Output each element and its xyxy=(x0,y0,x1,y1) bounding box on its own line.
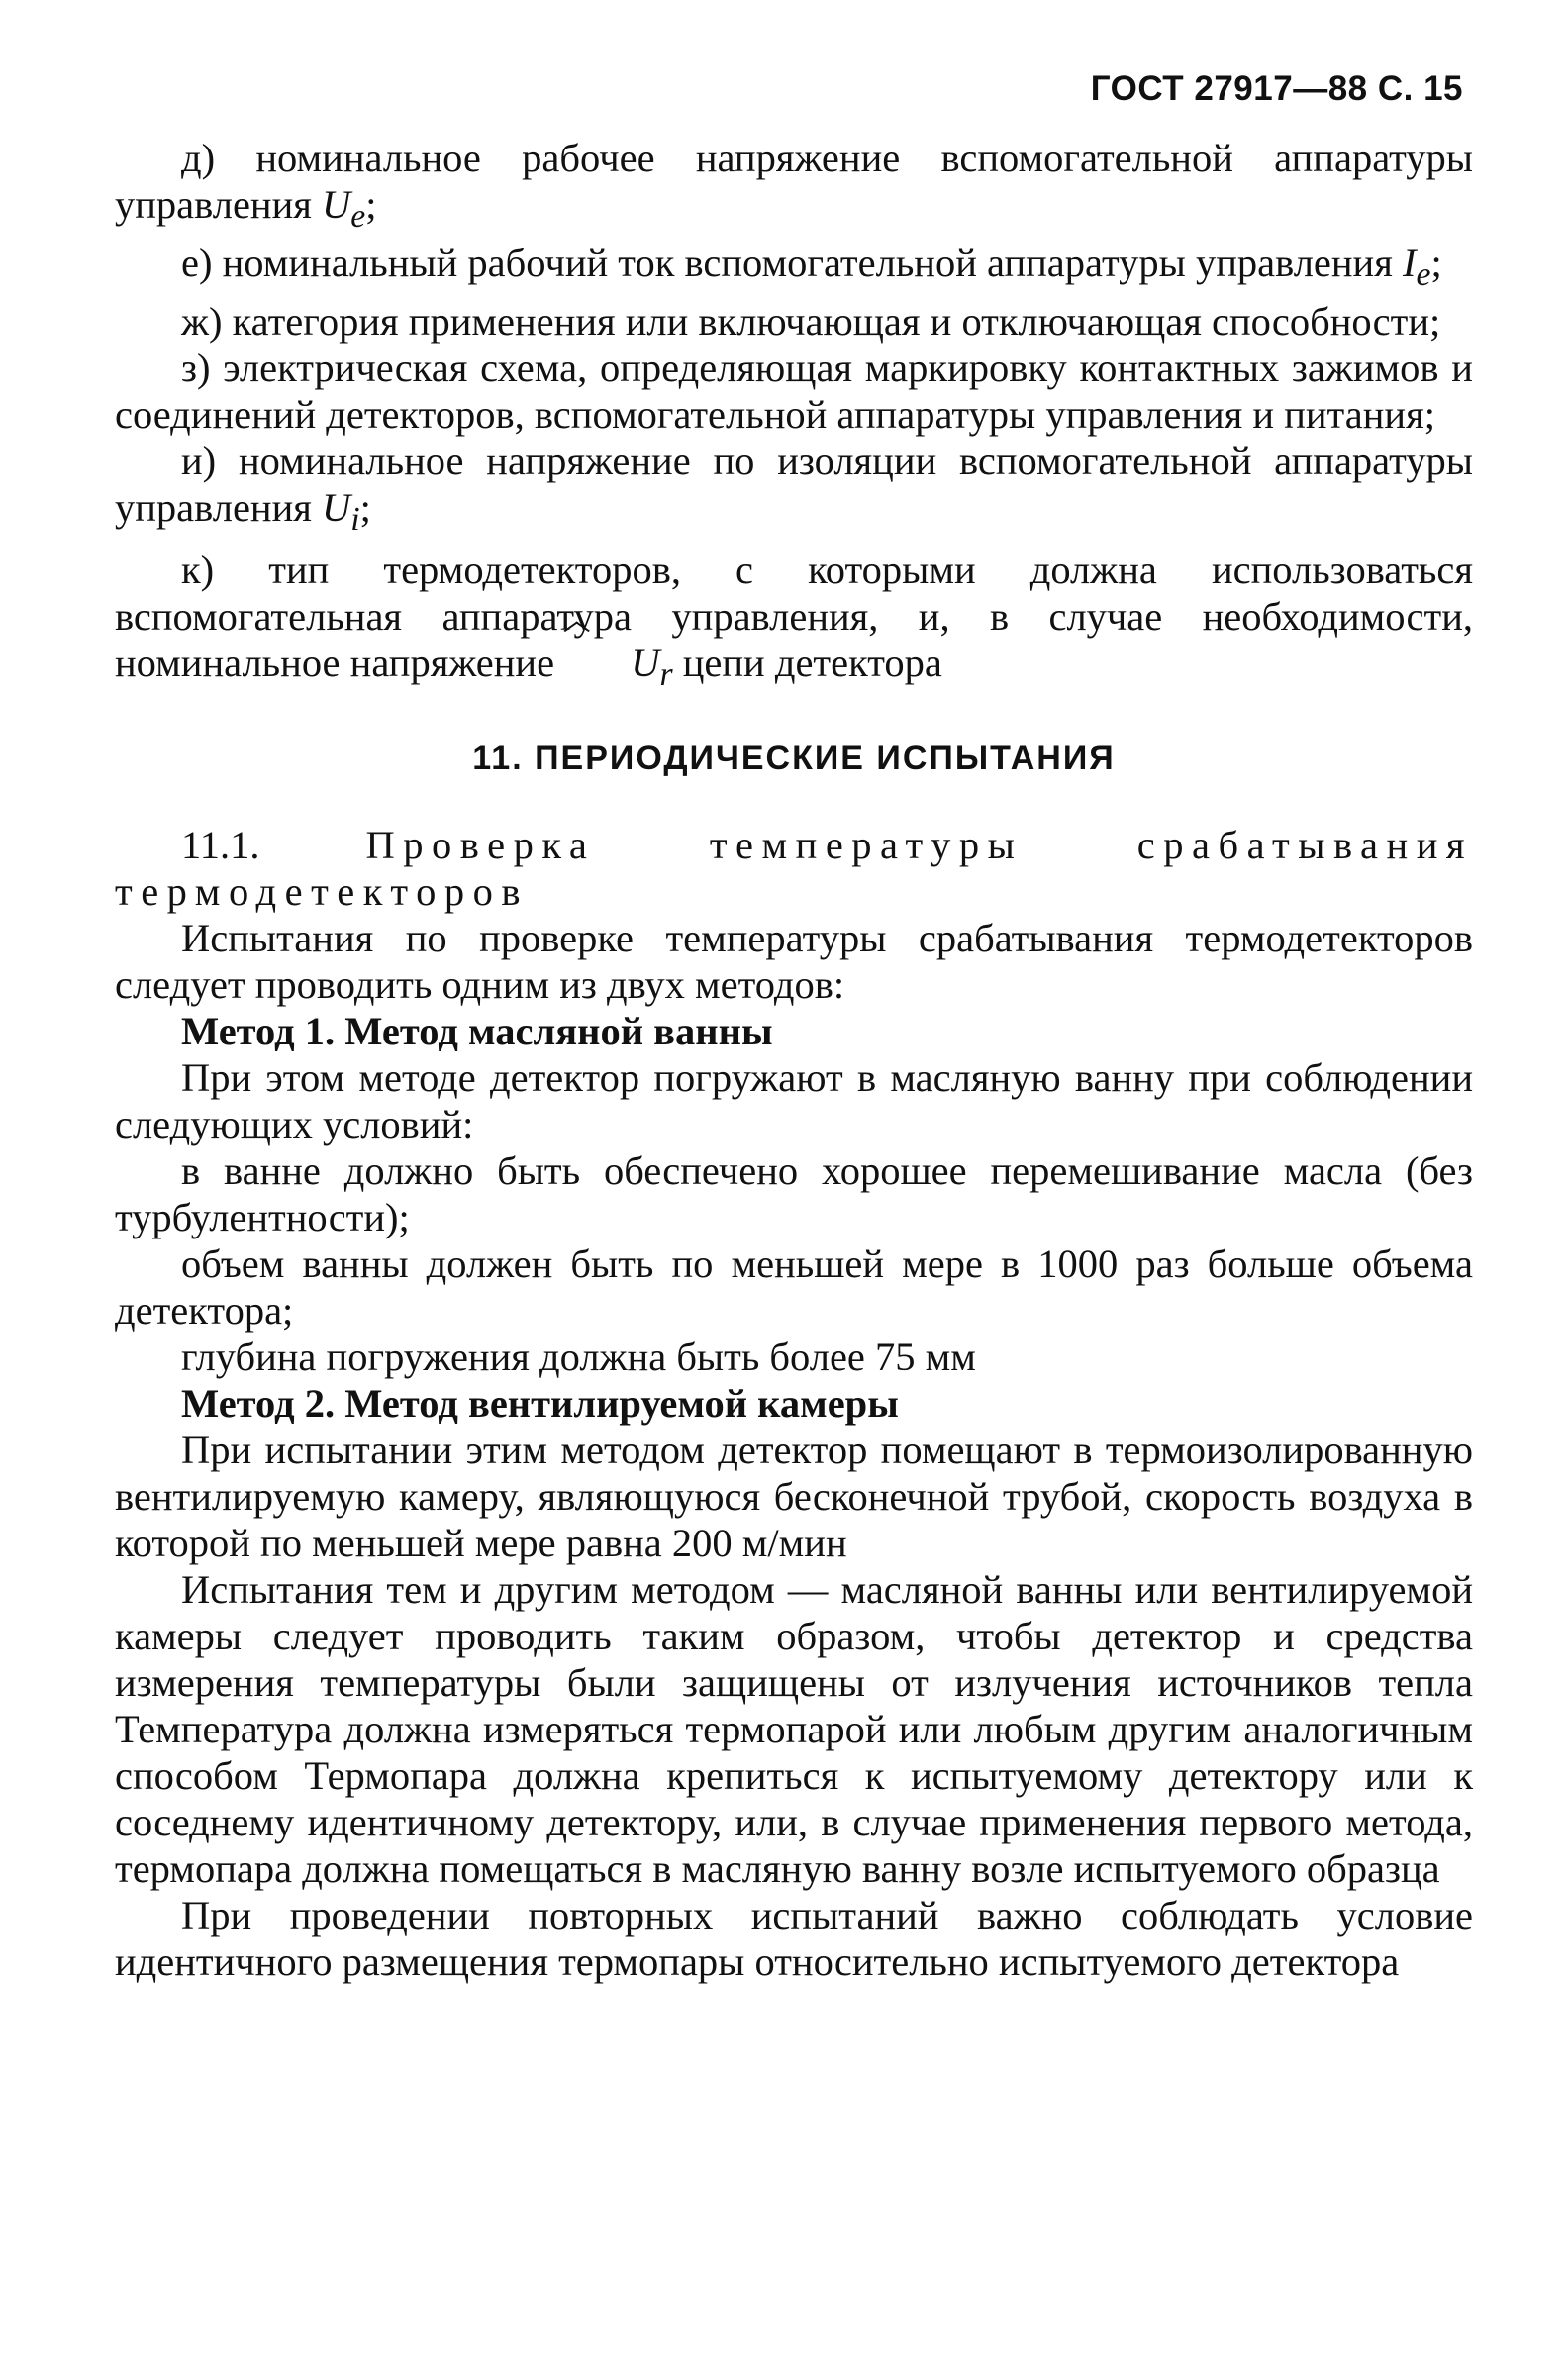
list-item-zh: ж) категория применения или включающая и отключающая способности; xyxy=(181,299,1441,345)
intro-paragraph: Испытания по проверке температуры срабатывания термодетекторов следует проводить одним из двух методов: xyxy=(115,916,1473,1008)
method-2-text: При испытании этим методом детектор помещают в термоизолированную вентилируемую камеру, являющуюся бесконечной трубой, скорость воздуха в которой по меньшей мере равна 200 м/мин xyxy=(115,1428,1473,1566)
page-header: ГОСТ 27917—88 С. 15 xyxy=(1090,69,1463,108)
list-item-d: д) номинальное рабочее напряжение вспомогательной аппаратуры управления $U_e$; xyxy=(115,136,1473,236)
method-1-lead: При этом методе детектор погружают в масляную ванну при соблюдении следующих условий: xyxy=(115,1055,1473,1147)
repeat-tests-paragraph: При проведении повторных испытаний важно соблюдать условие идентичного размещения термопары относительно испытуемого детектора xyxy=(115,1893,1473,1985)
method-1-condition: в ванне должно быть обеспечено хорошее перемешивание масла (без турбулентности); xyxy=(115,1148,1473,1240)
list-item-i: и) номинальное напряжение по изоляции вспомогательной аппаратуры управления $U_i$; xyxy=(115,439,1473,539)
hat-u-symbol: U xyxy=(564,640,659,686)
method-1-condition: объем ванны должен быть по меньшей мере в 1000 раз больше объема детектора; xyxy=(115,1241,1473,1334)
subsection-heading: 11.1. Проверка температуры срабатывания термодетекторов xyxy=(115,823,1473,915)
list-item-e: е) номинальный рабочий ток вспомогательной аппаратуры управления $I_e$; xyxy=(181,241,1442,294)
list-item-k: к) тип термодетекторов, с которыми должна использоваться вспомогательная аппаратура управления, и, в случае необходимости, номинальное напряжение $U_r$ цепи детектора xyxy=(115,547,1473,694)
method-1-condition: глубина погружения должна быть более 75 мм xyxy=(181,1335,976,1380)
both-methods-paragraph: Испытания тем и другим методом — масляной ванны или вентилируемой камеры следует проводить таким образом, чтобы детектор и средства измерения температуры были защищены от излучения источников тепла Температура должна измеряться термопарой или любым другим аналогичным способом Термопара должна крепиться к испытуемому детектору или к соседнему идентичному детектору, или, в случае применения первого метода, термопара должна помещаться в масляную ванну возле испытуемого образца xyxy=(115,1567,1473,1892)
subsection-title: Проверка температуры срабатывания термодетекторов xyxy=(115,823,1473,915)
section-title: 11. ПЕРИОДИЧЕСКИЕ ИСПЫТАНИЯ xyxy=(472,740,1116,778)
method-1-title: Метод 1. Метод масляной ванны xyxy=(181,1009,773,1054)
list-item-z: з) электрическая схема, определяющая маркировку контактных зажимов и соединений детекторов, вспомогательной аппаратуры управления и питания; xyxy=(115,346,1473,438)
method-2-title: Метод 2. Метод вентилируемой камеры xyxy=(181,1381,899,1427)
